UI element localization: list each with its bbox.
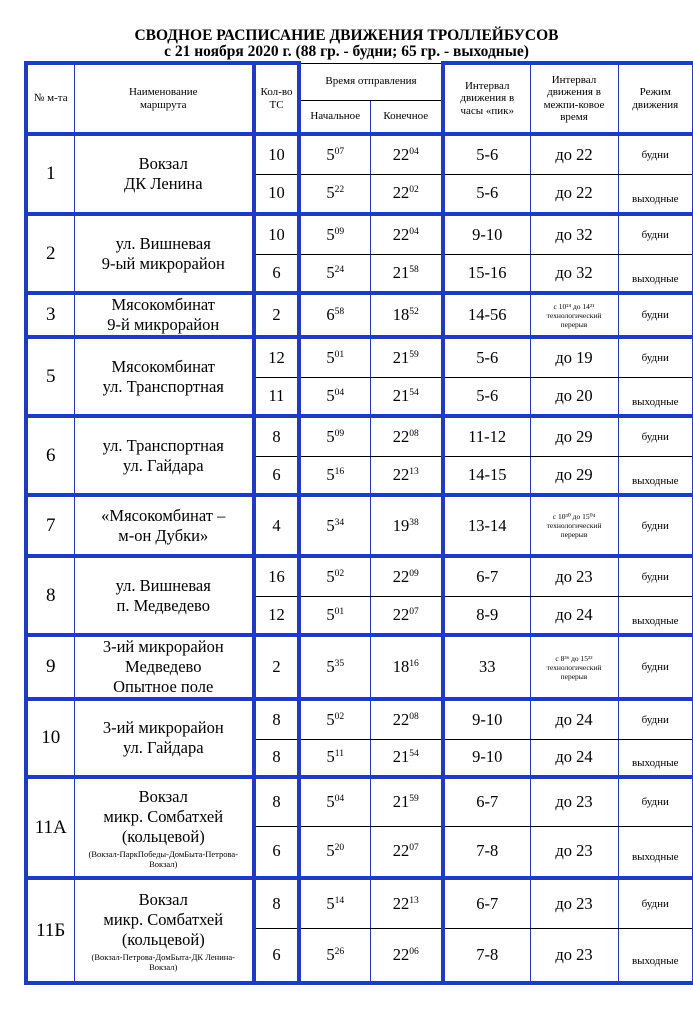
- route-path-note: (Вокзал-ПаркПобеды-ДомБыта-Петрова-Вокзал): [88, 848, 238, 869]
- header-vehicle-count: Кол-во ТС: [254, 63, 299, 134]
- header-offpeak-interval: Интервал движения в межпи-ковое время: [530, 63, 618, 134]
- vehicle-count: 16: [254, 556, 299, 596]
- end-time: [370, 214, 443, 254]
- time-hours: 5: [326, 224, 335, 244]
- time-minutes: 09: [334, 225, 345, 237]
- time-minutes: 20: [334, 842, 345, 854]
- route-name-line: микр. Сомбатхей: [103, 806, 224, 826]
- start-time: [299, 134, 370, 174]
- operation-mode: выходные: [618, 377, 693, 416]
- end-time: [370, 596, 443, 635]
- vehicle-count: 10: [254, 174, 299, 214]
- start-time: [299, 777, 370, 826]
- time-minutes: 59: [409, 348, 419, 360]
- route-number: 3: [26, 293, 74, 337]
- time-minutes: 11: [334, 748, 344, 760]
- start-time: [299, 596, 370, 635]
- start-time: [299, 293, 370, 337]
- route-name-line: ул. Транспортная: [102, 435, 224, 455]
- route-name-line: ДК Ленина: [123, 174, 203, 193]
- offpeak-interval: до 23: [530, 928, 618, 983]
- peak-interval: 9-10: [443, 699, 530, 739]
- time-minutes: 52: [409, 306, 419, 318]
- operation-mode: будни: [618, 699, 693, 739]
- offpeak-interval: до 24: [530, 739, 618, 777]
- peak-interval: 11-12: [443, 416, 530, 456]
- vehicle-count: 12: [254, 596, 299, 635]
- header-end-time: Конечное: [370, 100, 443, 134]
- operation-mode: выходные: [618, 456, 693, 495]
- offpeak-interval: до 32: [530, 214, 618, 254]
- end-time: [370, 699, 443, 739]
- peak-interval: 5-6: [443, 174, 530, 214]
- time-hours: 5: [326, 515, 335, 535]
- route-name: [74, 777, 254, 878]
- operation-mode: будни: [618, 293, 693, 337]
- end-time: [370, 556, 443, 596]
- end-time: [370, 878, 443, 928]
- offpeak-interval: до 22: [530, 174, 618, 214]
- peak-interval: 9-10: [443, 739, 530, 777]
- route-number: 2: [26, 214, 74, 293]
- table-row: [26, 878, 693, 928]
- header-mode: Режим движения: [618, 63, 693, 134]
- end-time: [370, 134, 443, 174]
- time-minutes: 54: [409, 386, 419, 398]
- vehicle-count: 8: [254, 777, 299, 826]
- time-hours: 22: [392, 426, 410, 446]
- route-name-line: 3-ий микрорайон: [102, 637, 224, 656]
- time-hours: 22: [392, 224, 410, 244]
- end-time: [370, 293, 443, 337]
- vehicle-count: 8: [254, 739, 299, 777]
- time-minutes: 08: [409, 710, 419, 722]
- table-row: [26, 214, 693, 254]
- table-row: [26, 699, 693, 739]
- end-time: [370, 254, 443, 293]
- offpeak-note-line: технологический: [546, 662, 602, 672]
- schedule-table: [24, 61, 693, 985]
- time-hours: 5: [326, 604, 335, 624]
- vehicle-count: 6: [254, 254, 299, 293]
- time-hours: 22: [392, 893, 410, 913]
- route-name-line: Вокзал: [138, 889, 188, 909]
- peak-interval: 33: [443, 635, 530, 699]
- operation-mode: выходные: [618, 174, 693, 214]
- route-name-line: Опытное поле: [113, 677, 214, 696]
- end-time: [370, 777, 443, 826]
- route-number: 7: [26, 495, 74, 556]
- route-name: [74, 878, 254, 983]
- peak-interval: 6-7: [443, 556, 530, 596]
- peak-interval: 7-8: [443, 826, 530, 878]
- time-hours: 5: [326, 183, 335, 203]
- route-name-line: Мясокомбинат: [111, 295, 216, 314]
- peak-interval: 7-8: [443, 928, 530, 983]
- time-minutes: 26: [334, 945, 345, 957]
- time-hours: 21: [392, 262, 410, 282]
- time-hours: 5: [326, 385, 335, 405]
- route-name-line: Вокзал: [138, 154, 188, 173]
- offpeak-interval: до 23: [530, 826, 618, 878]
- offpeak-interval: до 23: [530, 777, 618, 826]
- peak-interval: 14-56: [443, 293, 530, 337]
- peak-interval: 6-7: [443, 777, 530, 826]
- time-minutes: 34: [334, 516, 345, 528]
- time-hours: 22: [392, 144, 410, 164]
- start-time: [299, 416, 370, 456]
- time-minutes: 09: [334, 427, 345, 439]
- start-time: [299, 928, 370, 983]
- time-minutes: 01: [334, 348, 345, 360]
- end-time: [370, 416, 443, 456]
- operation-mode: будни: [618, 214, 693, 254]
- time-minutes: 07: [409, 605, 419, 617]
- time-minutes: 35: [334, 658, 345, 670]
- time-minutes: 24: [334, 263, 345, 275]
- vehicle-count: 2: [254, 635, 299, 699]
- vehicle-count: 6: [254, 826, 299, 878]
- header-departure-time: Время отправления: [299, 63, 443, 100]
- route-name: [74, 214, 254, 293]
- route-number: 6: [26, 416, 74, 495]
- offpeak-note-line: с 8³⁶ до 15²²: [555, 653, 593, 663]
- peak-interval: 8-9: [443, 596, 530, 635]
- vehicle-count: 8: [254, 416, 299, 456]
- operation-mode: выходные: [618, 596, 693, 635]
- header-start-time: Начальное: [299, 100, 370, 134]
- header-peak-interval: Интервал движения в часы «пик»: [443, 63, 530, 134]
- vehicle-count: 10: [254, 134, 299, 174]
- route-path-note: (Вокзал-Петрова-ДомБыта-ДК Ленина-Вокзал): [91, 951, 235, 972]
- route-name-line: ул. Гайдара: [122, 455, 204, 475]
- start-time: [299, 377, 370, 416]
- time-minutes: 07: [409, 842, 419, 854]
- offpeak-interval: [530, 495, 618, 556]
- table-row: [26, 337, 693, 377]
- route-number: 8: [26, 556, 74, 635]
- time-hours: 22: [392, 841, 410, 861]
- vehicle-count: 4: [254, 495, 299, 556]
- document-subtitle: с 21 ноября 2020 г. (88 гр. - будни; 65 гр. - выходные): [164, 43, 529, 60]
- operation-mode: будни: [618, 495, 693, 556]
- operation-mode: будни: [618, 134, 693, 174]
- offpeak-note-line: технологический: [546, 310, 602, 320]
- time-hours: 5: [326, 262, 335, 282]
- route-name-line: Вокзал: [138, 786, 188, 806]
- operation-mode: будни: [618, 556, 693, 596]
- time-minutes: 04: [334, 386, 345, 398]
- offpeak-interval: до 24: [530, 596, 618, 635]
- route-name-line: Медведево: [125, 657, 202, 676]
- start-time: [299, 214, 370, 254]
- operation-mode: будни: [618, 337, 693, 377]
- route-number: 11Б: [26, 878, 74, 983]
- route-name: [74, 134, 254, 214]
- offpeak-interval: [530, 635, 618, 699]
- time-hours: 21: [392, 385, 410, 405]
- time-hours: 5: [326, 144, 335, 164]
- time-minutes: 02: [334, 710, 345, 722]
- table-row: [26, 416, 693, 456]
- peak-interval: 6-7: [443, 878, 530, 928]
- offpeak-interval: до 19: [530, 337, 618, 377]
- route-name: [74, 635, 254, 699]
- peak-interval: 5-6: [443, 377, 530, 416]
- peak-interval: 5-6: [443, 134, 530, 174]
- time-hours: 18: [392, 305, 410, 324]
- route-name: [74, 416, 254, 495]
- time-minutes: 01: [334, 605, 345, 617]
- route-name-line: микр. Сомбатхей: [103, 909, 224, 929]
- vehicle-count: 6: [254, 456, 299, 495]
- offpeak-interval: до 22: [530, 134, 618, 174]
- time-minutes: 54: [409, 748, 419, 760]
- route-name-line: 3-ий микрорайон: [102, 718, 224, 737]
- table-row: [26, 134, 693, 174]
- time-hours: 5: [326, 792, 335, 812]
- offpeak-interval: до 20: [530, 377, 618, 416]
- time-minutes: 04: [409, 225, 419, 237]
- offpeak-note-line: перерыв: [560, 530, 588, 539]
- offpeak-interval: до 29: [530, 456, 618, 495]
- time-hours: 22: [392, 464, 410, 484]
- operation-mode: выходные: [618, 928, 693, 983]
- peak-interval: 13-14: [443, 495, 530, 556]
- vehicle-count: 6: [254, 928, 299, 983]
- route-name-line: (кольцевой): [121, 826, 205, 846]
- peak-interval: 15-16: [443, 254, 530, 293]
- route-number: 11А: [26, 777, 74, 878]
- end-time: [370, 456, 443, 495]
- end-time: [370, 495, 443, 556]
- end-time: [370, 174, 443, 214]
- time-hours: 21: [392, 347, 410, 367]
- start-time: [299, 826, 370, 878]
- time-hours: 21: [392, 747, 410, 767]
- time-minutes: 02: [334, 567, 345, 579]
- operation-mode: будни: [618, 416, 693, 456]
- table-row: [26, 556, 693, 596]
- start-time: [299, 699, 370, 739]
- header-route-number: № м-та: [26, 63, 74, 134]
- operation-mode: выходные: [618, 254, 693, 293]
- time-hours: 18: [392, 657, 410, 676]
- end-time: [370, 826, 443, 878]
- table-row: [26, 495, 693, 556]
- route-name-line: «Мясокомбинат –: [101, 505, 226, 525]
- time-hours: 5: [326, 841, 335, 861]
- time-minutes: 06: [409, 945, 419, 957]
- time-minutes: 08: [409, 427, 419, 439]
- vehicle-count: 8: [254, 699, 299, 739]
- operation-mode: выходные: [618, 739, 693, 777]
- vehicle-count: 12: [254, 337, 299, 377]
- time-hours: 22: [392, 183, 410, 203]
- table-row: [26, 777, 693, 826]
- route-name: [74, 293, 254, 337]
- start-time: [299, 254, 370, 293]
- route-number: 5: [26, 337, 74, 416]
- time-hours: 5: [326, 426, 335, 446]
- route-name-line: ул. Вишневая: [115, 233, 211, 253]
- route-name-line: м-он Дубки»: [118, 525, 209, 545]
- start-time: [299, 495, 370, 556]
- offpeak-interval: [530, 293, 618, 337]
- offpeak-note-line: перерыв: [560, 671, 588, 681]
- time-minutes: 38: [409, 516, 419, 528]
- time-hours: 22: [392, 709, 410, 729]
- route-number: 9: [26, 635, 74, 699]
- time-minutes: 09: [409, 567, 419, 579]
- peak-interval: 5-6: [443, 337, 530, 377]
- offpeak-interval: до 23: [530, 878, 618, 928]
- header-route-name: Наименование маршрута: [74, 63, 254, 134]
- time-minutes: 04: [334, 793, 345, 805]
- route-name: [74, 556, 254, 635]
- offpeak-note-line: перерыв: [560, 319, 588, 329]
- time-hours: 5: [326, 944, 335, 964]
- document-title: СВОДНОЕ РАСПИСАНИЕ ДВИЖЕНИЯ ТРОЛЛЕЙБУСОВ: [134, 27, 559, 44]
- vehicle-count: 10: [254, 214, 299, 254]
- start-time: [299, 635, 370, 699]
- offpeak-interval: до 24: [530, 699, 618, 739]
- start-time: [299, 337, 370, 377]
- operation-mode: будни: [618, 777, 693, 826]
- route-name-line: 9-ый микрорайон: [101, 253, 225, 273]
- time-minutes: 02: [409, 184, 419, 196]
- time-hours: 5: [326, 893, 335, 913]
- end-time: [370, 635, 443, 699]
- time-hours: 21: [392, 792, 410, 812]
- offpeak-note-line: с 10³⁰ до 15⁰⁴: [552, 512, 596, 521]
- route-name-line: (кольцевой): [121, 929, 205, 949]
- time-minutes: 16: [334, 465, 345, 477]
- time-hours: 22: [392, 944, 410, 964]
- peak-interval: 14-15: [443, 456, 530, 495]
- end-time: [370, 377, 443, 416]
- offpeak-interval: до 29: [530, 416, 618, 456]
- start-time: [299, 739, 370, 777]
- operation-mode: будни: [618, 878, 693, 928]
- route-name: [74, 337, 254, 416]
- operation-mode: выходные: [618, 826, 693, 878]
- time-hours: 5: [326, 657, 335, 676]
- vehicle-count: 2: [254, 293, 299, 337]
- table-row: [26, 635, 693, 699]
- operation-mode: будни: [618, 635, 693, 699]
- time-hours: 19: [392, 515, 410, 535]
- end-time: [370, 337, 443, 377]
- time-hours: 22: [392, 566, 410, 586]
- time-minutes: 58: [409, 263, 419, 275]
- time-hours: 5: [326, 709, 335, 729]
- time-hours: 5: [326, 464, 335, 484]
- time-hours: 22: [392, 604, 410, 624]
- time-minutes: 14: [334, 894, 345, 906]
- start-time: [299, 456, 370, 495]
- vehicle-count: 11: [254, 377, 299, 416]
- time-minutes: 16: [409, 658, 419, 670]
- time-minutes: 22: [334, 184, 345, 196]
- route-name: [74, 495, 254, 556]
- route-name-line: п. Медведево: [116, 595, 210, 615]
- start-time: [299, 878, 370, 928]
- offpeak-note-line: технологический: [546, 521, 602, 530]
- offpeak-interval: до 23: [530, 556, 618, 596]
- time-minutes: 07: [334, 145, 345, 157]
- time-hours: 5: [326, 347, 335, 367]
- time-minutes: 13: [409, 894, 419, 906]
- offpeak-interval: до 32: [530, 254, 618, 293]
- end-time: [370, 928, 443, 983]
- route-name-line: ул. Вишневая: [115, 575, 211, 595]
- peak-interval: 9-10: [443, 214, 530, 254]
- route-number: 10: [26, 699, 74, 777]
- start-time: [299, 556, 370, 596]
- time-minutes: 59: [409, 793, 419, 805]
- route-name-line: ул. Транспортная: [102, 376, 224, 396]
- route-name-line: Мясокомбинат: [111, 356, 216, 376]
- vehicle-count: 8: [254, 878, 299, 928]
- route-number: 1: [26, 134, 74, 214]
- time-hours: 5: [326, 566, 335, 586]
- time-hours: 5: [326, 747, 335, 767]
- time-hours: 6: [326, 305, 335, 324]
- time-minutes: 58: [334, 306, 345, 318]
- route-name: [74, 699, 254, 777]
- time-minutes: 13: [409, 465, 419, 477]
- route-name-line: ул. Гайдара: [122, 738, 204, 757]
- start-time: [299, 174, 370, 214]
- time-minutes: 04: [409, 145, 419, 157]
- end-time: [370, 739, 443, 777]
- route-name-line: 9-й микрорайон: [107, 315, 220, 334]
- offpeak-note-line: с 10²⁴ до 14²¹: [553, 301, 595, 311]
- table-row: [26, 293, 693, 337]
